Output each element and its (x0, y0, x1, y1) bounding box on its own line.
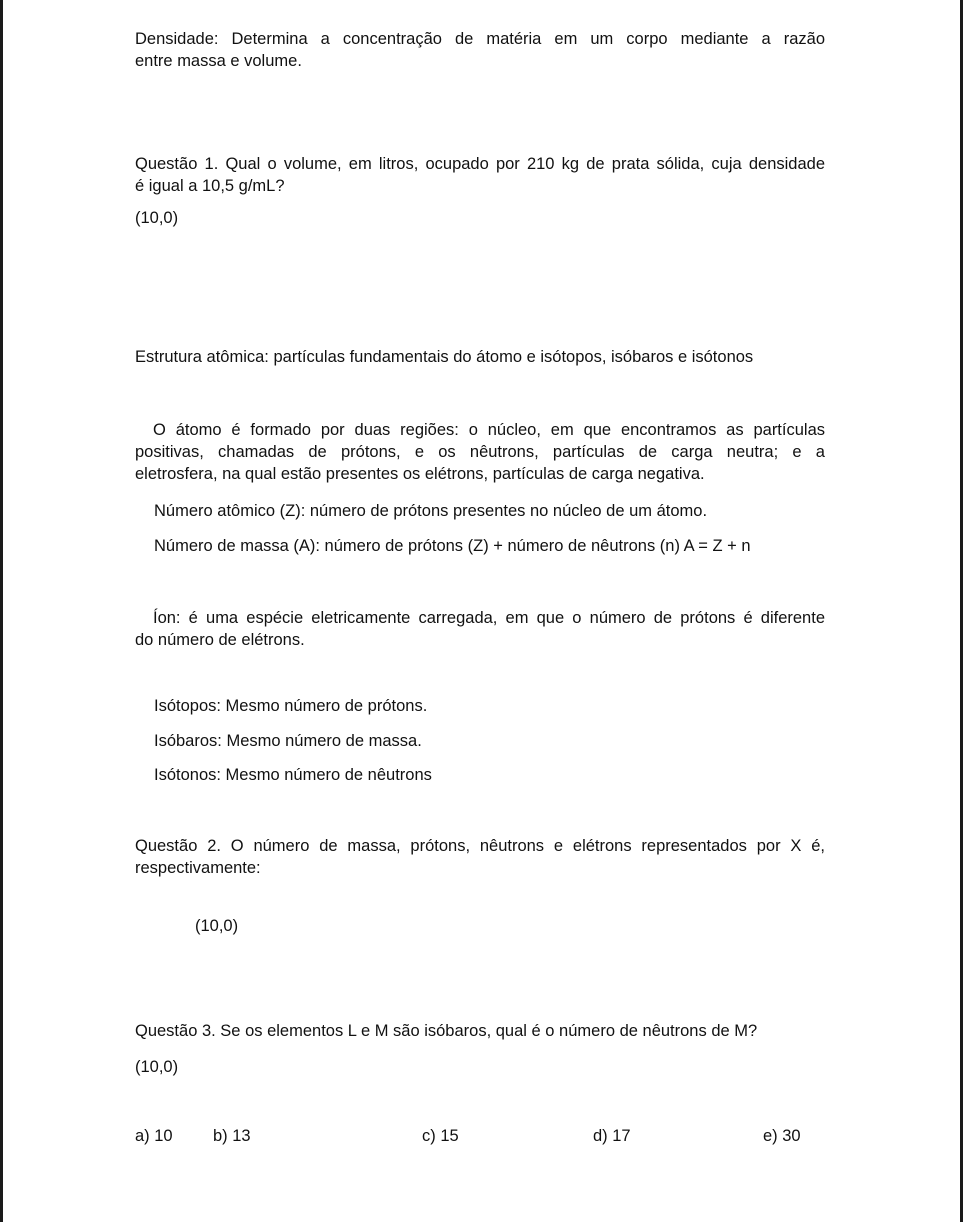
option-c: c) 15 (422, 1127, 459, 1145)
questao-2-line-1: Questão 2. O número de massa, prótons, nêutrons e elétrons representados por X é, (135, 837, 825, 855)
atomo-line-2: positivas, chamadas de prótons, e os nêutrons, partículas de carga neutra; e a (135, 443, 825, 461)
questao-2 (135, 835, 825, 879)
questao-1-score: (10,0) (135, 209, 179, 227)
questao-2-score: (10,0) (195, 917, 239, 935)
numero-massa: Número de massa (A): número de prótons (Z) + número de nêutrons (n) A = Z + n (154, 537, 751, 555)
questao-1-line-1: Questão 1. Qual o volume, em litros, ocupado por 210 kg de prata sólida, cuja densidade (135, 155, 825, 173)
option-d: d) 17 (593, 1127, 631, 1145)
ion-line-1: Íon: é uma espécie eletricamente carregada, em que o número de prótons é diferente (153, 609, 825, 627)
ion-line-2: do número de elétrons. (135, 631, 305, 649)
isotopos: Isótopos: Mesmo número de prótons. (154, 697, 428, 715)
numero-atomico: Número atômico (Z): número de prótons presentes no núcleo de um átomo. (154, 502, 708, 520)
atomo-line-1: O átomo é formado por duas regiões: o núcleo, em que encontramos as partículas (153, 421, 825, 439)
questao-1-line-2: é igual a 10,5 g/mL? (135, 177, 285, 195)
estrutura-title: Estrutura atômica: partículas fundamentais do átomo e isótopos, isóbaros e isótonos (135, 348, 754, 366)
isobaros: Isóbaros: Mesmo número de massa. (154, 732, 422, 750)
questao-2-line-2: respectivamente: (135, 859, 261, 877)
densidade-paragraph (135, 28, 825, 72)
option-a: a) 10 (135, 1127, 173, 1145)
atomo-paragraph (135, 419, 825, 485)
densidade-line-2: entre massa e volume. (135, 52, 302, 70)
page-left-border (0, 0, 3, 1222)
ion-paragraph (135, 607, 825, 651)
densidade-line-1: Densidade: Determina a concentração de matéria em um corpo mediante a razão (135, 30, 825, 48)
option-b: b) 13 (213, 1127, 251, 1145)
questao-1 (135, 153, 825, 197)
atomo-line-3: eletrosfera, na qual estão presentes os elétrons, partículas de carga negativa. (135, 465, 705, 483)
option-e: e) 30 (763, 1127, 801, 1145)
isotonos: Isótonos: Mesmo número de nêutrons (154, 766, 432, 784)
questao-3-text: Questão 3. Se os elementos L e M são isóbaros, qual é o número de nêutrons de M? (135, 1022, 758, 1040)
questao-3-score: (10,0) (135, 1058, 179, 1076)
